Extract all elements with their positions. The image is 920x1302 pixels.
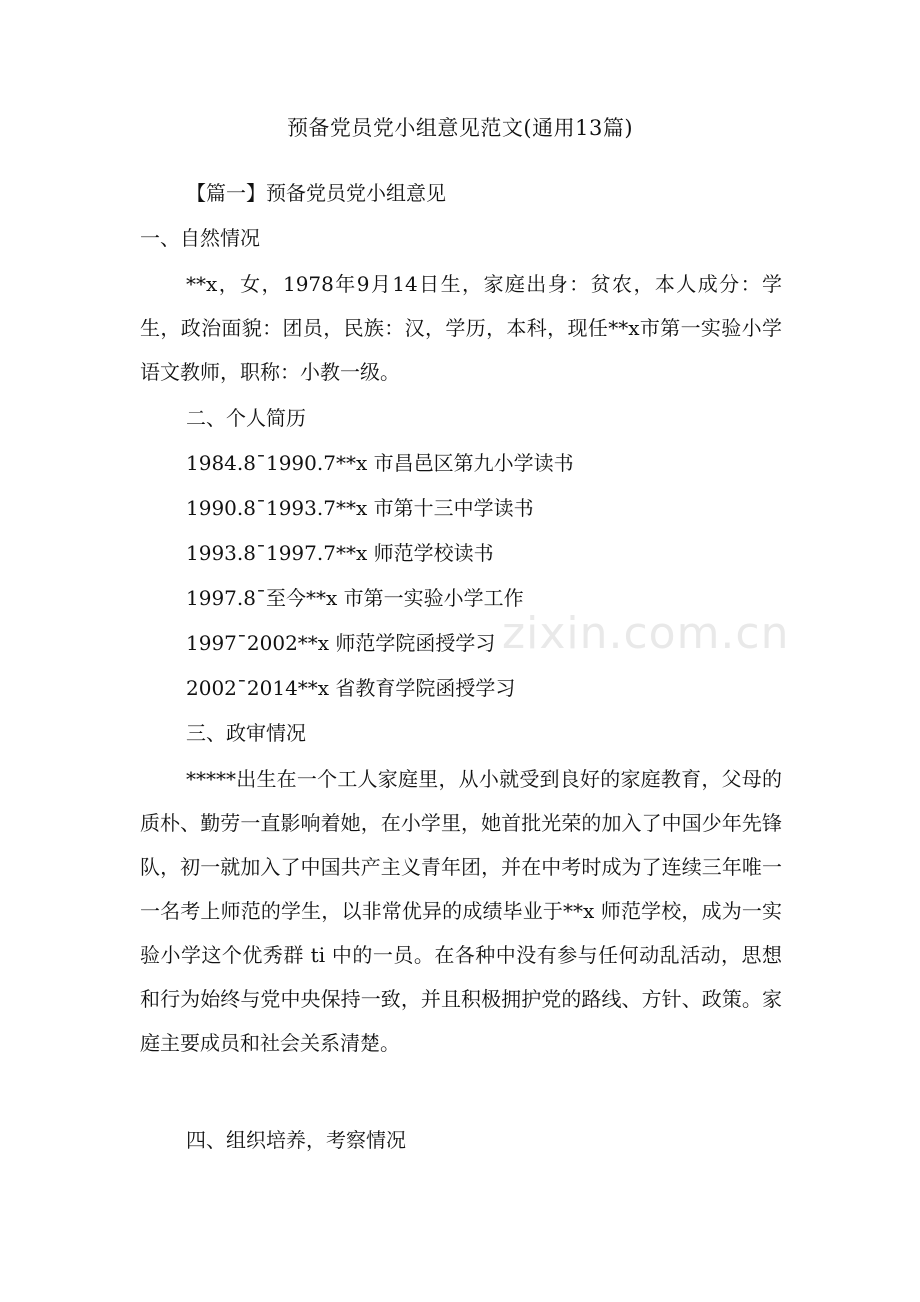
- political-review-paragraph: *****出生在一个工人家庭里，从小就受到良好的家庭教育，父母的质朴、勤劳一直影响着她，在小学里，她首批光荣的加入了中国少年先锋队，初一就加入了中国共产主义青年团，并在中考时成为了连续三年唯一一名考上师范的学生，以非常优异的成绩毕业于**x 师范学校，成为一实验小学这个优秀群 ti 中的一员。在各种中没有参与任何动乱活动，思想和行为始终与党中央保持一致，并且积极拥护党的路线、方针、政策。家庭主要成员和社会关系清楚。: [140, 767, 782, 1055]
- resume-item: 1993.8¯1997.7**x 师范学校读书: [186, 541, 494, 565]
- part-heading-political-review: 三、政审情况: [186, 721, 306, 745]
- document-title: 预备党员党小组意见范文(通用13篇): [286, 116, 634, 140]
- part-heading-organization: 四、组织培养，考察情况: [186, 1128, 406, 1152]
- section-heading: 【篇一】预备党员党小组意见: [186, 181, 446, 205]
- resume-item: 2002¯2014**x 省教育学院函授学习: [186, 676, 516, 700]
- resume-item: 1990.8¯1993.7**x 市第十三中学读书: [186, 496, 534, 520]
- resume-item: 1997.8¯至今**x 市第一实验小学工作: [186, 586, 524, 610]
- part-heading-natural-info: 一、自然情况: [140, 226, 260, 250]
- resume-item: 1984.8¯1990.7**x 市昌邑区第九小学读书: [186, 451, 574, 475]
- natural-info-paragraph: **x，女，1978年9月14日生，家庭出身：贫农，本人成分：学生，政治面貌：团员，民族：汉，学历，本科，现任**x市第一实验小学语文教师，职称：小教一级。: [140, 272, 782, 384]
- resume-item: 1997¯2002**x 师范学院函授学习: [186, 631, 496, 655]
- part-heading-resume: 二、个人简历: [186, 406, 306, 430]
- watermark: zixin.com.cn: [502, 608, 790, 659]
